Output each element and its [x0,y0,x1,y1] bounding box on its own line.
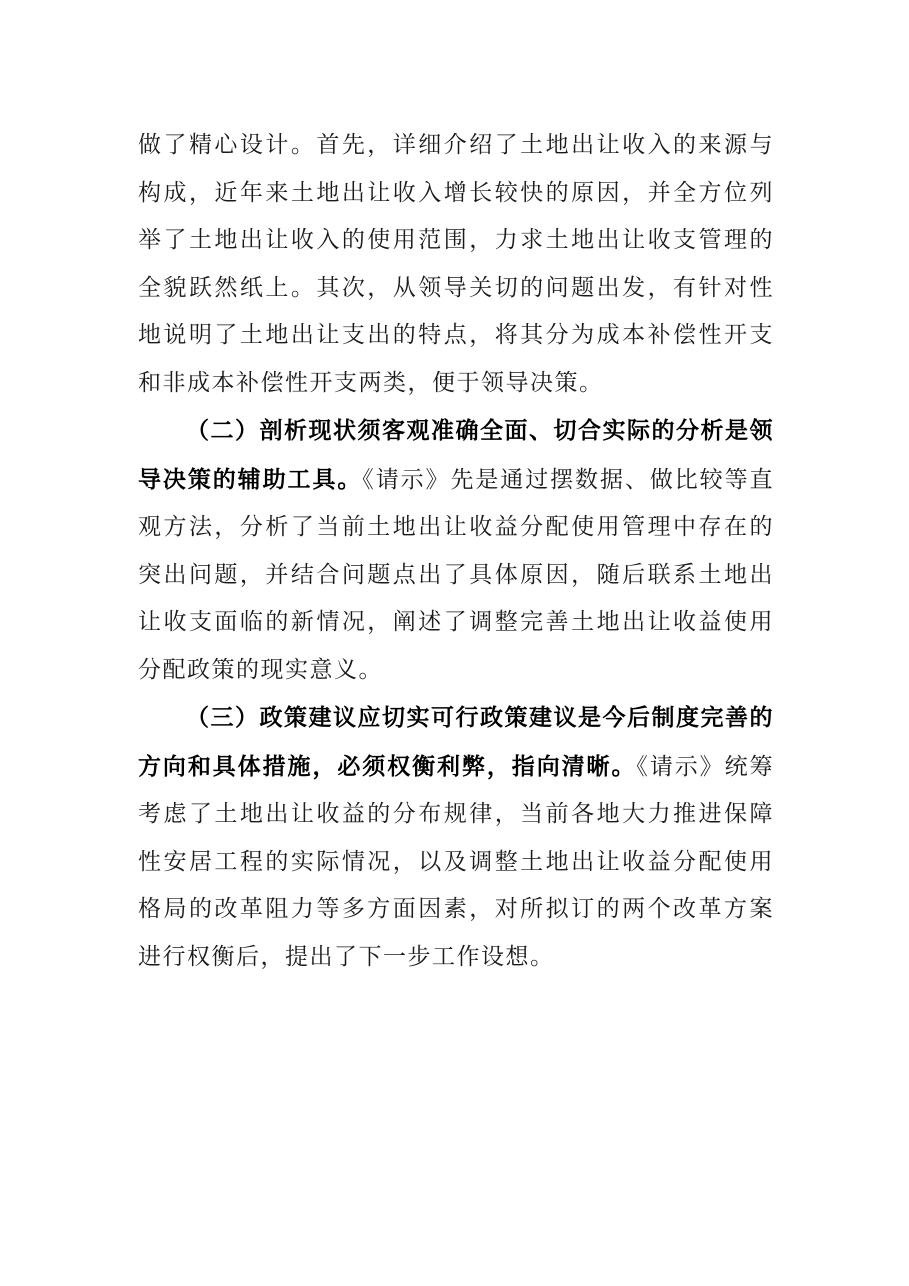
paragraph-suggestion [138,694,774,981]
heading-suggestion: （三）政策建议应切实可行政策建议是今后制度完善的方向和具体措施，必须权衡利弊，指向清晰。 [138,704,774,780]
paragraph-design-text: 做了精心设计。首先，详细介绍了土地出让收入的来源与构成，近年来土地出让收入增长较快的原因，并全方位列举了土地出让收入的使用范围，力求土地出让收支管理的全貌跃然纸上。其次，从领导关切的问题出发，有针对性地说明了土地出让支出的特点，将其分为成本补偿性开支和非成本补偿性开支两类，便于领导决策。 [138,132,774,396]
heading-analysis: （二）剖析现状须客观准确全面、切合实际的分析是领导决策的辅助工具。 [138,417,774,493]
paragraph-suggestion-text: 《请示》统筹考虑了土地出让收益的分布规律，当前各地大力推进保障性安居工程的实际情况，以及调整土地出让收益分配使用格局的改革阻力等多方面因素，对所拟订的两个改革方案进行权衡后，提出了下一步工作设想。 [138,753,775,970]
paragraph-analysis [138,407,774,694]
document-body [138,122,774,981]
paragraph-design [138,122,774,407]
paragraph-analysis-text: 《请示》先是通过摆数据、做比较等直观方法，分析了当前土地出让收益分配使用管理中存在的突出问题，并结合问题点出了具体原因，随后联系土地出让收支面临的新情况，阐述了调整完善土地出让收益使用分配政策的现实意义。 [138,466,775,683]
